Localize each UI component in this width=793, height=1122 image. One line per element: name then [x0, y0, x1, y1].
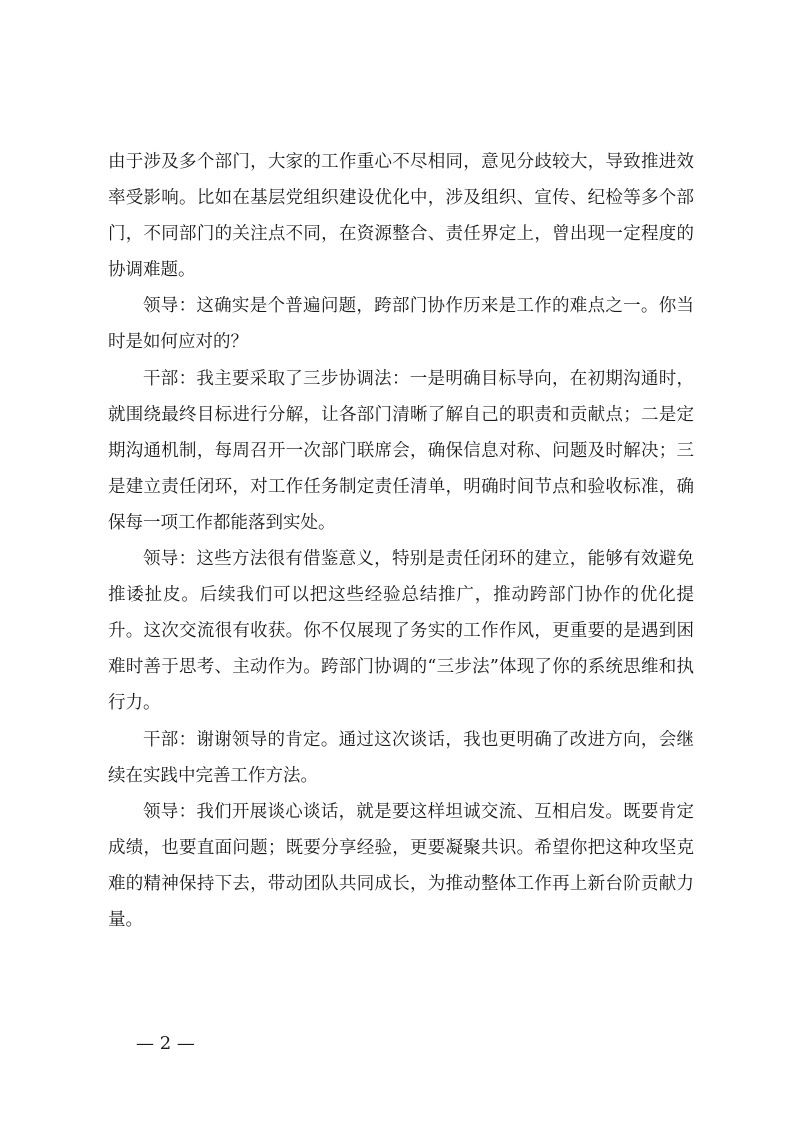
paragraph-leader-reply-1: 领导：这确实是个普遍问题，跨部门协作历来是工作的难点之一。你当时是如何应对的？ [108, 296, 694, 353]
paragraph-continuation: 由于涉及多个部门，大家的工作重心不尽相同，意见分歧较大，导致推进效率受影响。比如在基层党组织建设优化中，涉及组织、宣传、纪检等多个部门，不同部门的关注点不同，在资源整合、责任界定上，曾出现一定程度的协调难题。 [108, 152, 694, 281]
document-body [108, 144, 694, 938]
paragraph-leader-reply-3: 领导：我们开展谈心谈话，就是要这样坦诚交流、互相启发。既要肯定成绩，也要直面问题；既要分享经验，更要凝聚共识。希望你把这种攻坚克难的精神保持下去，带动团队共同成长，为推动整体工作再上新台阶贡献力量。 [108, 801, 694, 930]
page-number: — 2 — [136, 1033, 195, 1054]
paragraph-cadre-reply-2: 干部：谢谢领导的肯定。通过这次谈话，我也更明确了改进方向，会继续在实践中完善工作方法。 [108, 729, 694, 786]
paragraph-cadre-reply-1: 干部：我主要采取了三步协调法：一是明确目标导向，在初期沟通时，就围绕最终目标进行分解，让各部门清晰了解自己的职责和贡献点；二是定期沟通机制，每周召开一次部门联席会，确保信息对称、问题及时解决；三是建立责任闭环，对工作任务制定责任清单，明确时间节点和验收标准，确保每一项工作都能落到实处。 [108, 368, 694, 533]
paragraph-leader-reply-2: 领导：这些方法很有借鉴意义，特别是责任闭环的建立，能够有效避免推诿扯皮。后续我们可以把这些经验总结推广，推动跨部门协作的优化提升。这次交流很有收获。你不仅展现了务实的工作作风，更重要的是遇到困难时善于思考、主动作为。跨部门协调的“三步法”体现了你的系统思维和执行力。 [108, 549, 694, 714]
